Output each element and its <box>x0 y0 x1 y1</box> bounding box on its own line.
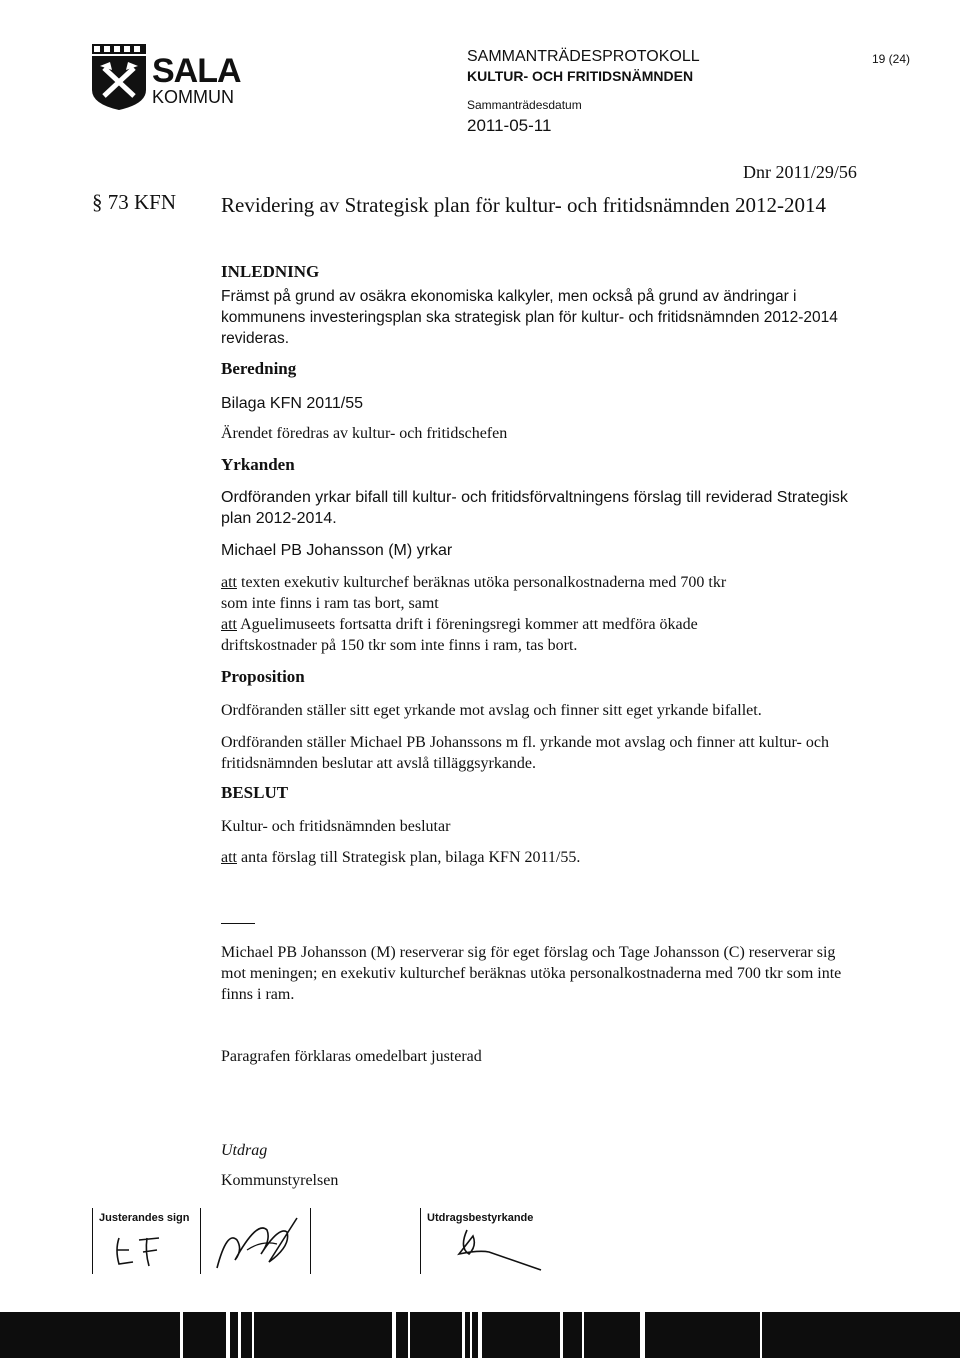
page-number: 19 (24) <box>872 52 911 66</box>
att-clause-2a: Aguelimuseets fortsatta drift i föreningsregi kommer att medföra ökade <box>237 616 698 633</box>
paragraph-number: § 73 KFN <box>92 190 177 214</box>
beredning-attachment: Bilaga KFN 2011/55 <box>221 395 364 412</box>
extract-label: Utdrag <box>221 1142 268 1159</box>
committee-name: KULTUR- OCH FRITIDSNÄMNDEN <box>467 68 694 84</box>
att-clause-1a: texten exekutiv kulturchef beräknas utöka personalkostnaderna med 700 tkr <box>237 574 727 591</box>
inledning-heading: INLEDNING <box>221 262 320 281</box>
yrkanden-chair-motion: Ordföranden yrkar bifall till kultur- och fritidsförvaltningens förslag till reviderad Strategisk plan 2012-2014. <box>221 489 848 527</box>
logo-wordmark: SALA <box>152 52 241 90</box>
beslut-heading: BESLUT <box>221 783 289 802</box>
att-clause-1b: som inte finns i ram tas bort, samt <box>221 595 439 612</box>
att-clause-2b: driftskostnader på 150 tkr som inte finns i ram, tas bort. <box>221 637 578 654</box>
adjusted-statement: Paragrafen förklaras omedelbart justerad <box>221 1048 482 1065</box>
proposition-text-2: Ordföranden ställer Michael PB Johanssons m fl. yrkande mot avslag och finner att kultur- och fritidsnämnden beslutar att avslå tilläggsyrkande. <box>221 734 829 772</box>
yrkanden-att-clause-1 <box>221 572 861 614</box>
meeting-date-label: Sammanträdesdatum <box>467 98 582 112</box>
section-divider <box>221 923 255 924</box>
signature-cell-3 <box>310 1208 421 1274</box>
signature-table <box>92 1208 632 1274</box>
beslut-text: Kultur- och fritidsnämnden beslutar <box>221 818 451 835</box>
extract-recipient: Kommunstyrelsen <box>221 1172 339 1189</box>
att-keyword: att <box>221 574 237 591</box>
document-type: SAMMANTRÄDESPROTOKOLL <box>467 48 700 65</box>
att-keyword: att <box>221 616 237 633</box>
signature-cell-4 <box>420 1208 633 1274</box>
municipality-crest-icon <box>92 44 146 108</box>
signature-cell-2 <box>200 1208 311 1274</box>
beredning-presenter: Ärendet föredras av kultur- och fritidschefen <box>221 425 508 442</box>
att-keyword: att <box>221 849 237 866</box>
proposition-text-1: Ordföranden ställer sitt eget yrkande mot avslag och finner sitt eget yrkande bifallet. <box>221 702 762 719</box>
beslut-att-rest: anta förslag till Strategisk plan, bilaga KFN 2011/55. <box>237 849 581 866</box>
yrkanden-johansson-motion: Michael PB Johansson (M) yrkar <box>221 542 453 559</box>
diary-number: Dnr 2011/29/56 <box>743 162 857 182</box>
initials-signature-icon <box>111 1230 181 1270</box>
scan-edge-bar <box>0 1312 960 1358</box>
handwritten-signature-icon <box>207 1210 307 1272</box>
justerandes-sign-label: Justerandes sign <box>99 1212 190 1224</box>
reservation-text: Michael PB Johansson (M) reserverar sig för eget förslag och Tage Johansson (C) reserverar sig mot meningen; en exekutiv kulturchef beräknas utöka personalkostnaderna med 700 tkr som inte finns i ram. <box>221 944 842 1003</box>
beredning-heading: Beredning <box>221 359 297 378</box>
logo-subtitle: KOMMUN <box>152 87 234 107</box>
meeting-date: 2011-05-11 <box>467 116 552 135</box>
paragraph-title: Revidering av Strategisk plan för kultur- och fritidsnämnden 2012-2014 <box>221 193 826 217</box>
utdragsbestyrkande-label: Utdragsbestyrkande <box>427 1212 534 1224</box>
certification-signature-icon <box>449 1224 549 1272</box>
proposition-heading: Proposition <box>221 667 305 686</box>
signature-cell-1 <box>92 1208 201 1274</box>
yrkanden-att-clause-2 <box>221 614 861 656</box>
yrkanden-heading: Yrkanden <box>221 455 295 474</box>
beslut-att-clause <box>221 847 861 868</box>
inledning-text: Främst på grund av osäkra ekonomiska kalkyler, men också på grund av ändringar i kommunens investeringsplan ska strategisk plan för kultur- och fritidsnämnden 2012-2014 revideras. <box>221 288 838 347</box>
